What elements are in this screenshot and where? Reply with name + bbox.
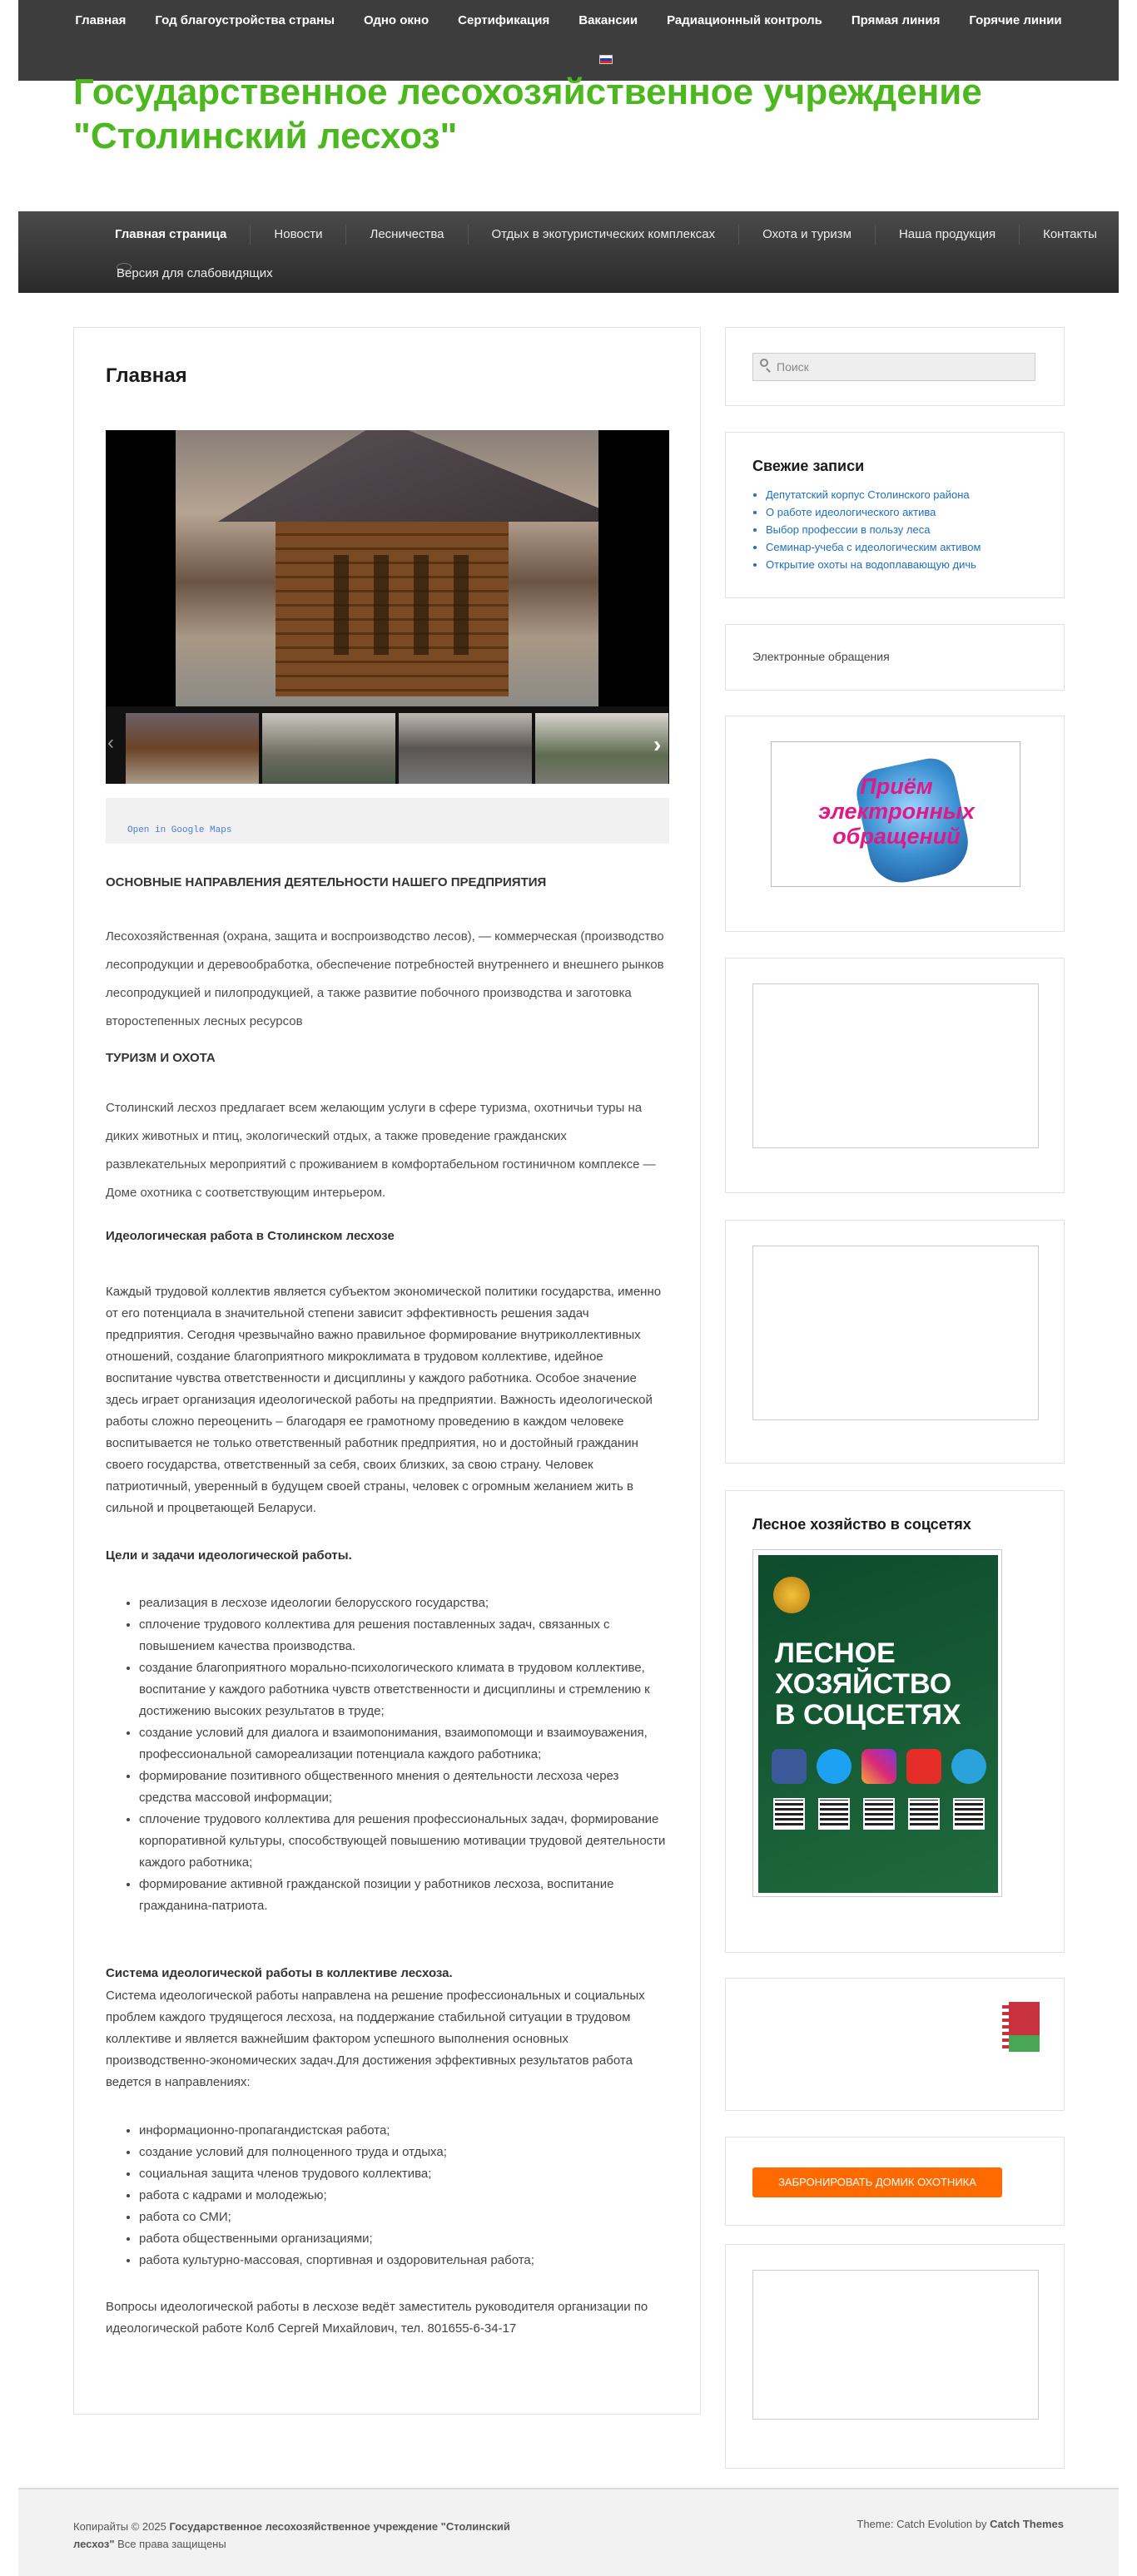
mainnav-item-news[interactable]: Новости [251,225,346,245]
section-heading: Цели и задачи идеологической работы. [106,1548,352,1563]
recent-post-link[interactable]: • О работе идеологического актива [766,503,981,521]
qr-code-icon [908,1798,940,1830]
search-input[interactable] [752,353,1035,381]
directions-list [106,2120,669,2271]
mainnav-item-contacts[interactable]: Контакты [1043,227,1097,241]
list-item: • формирование активной гражданской позиции у работников лесхоза, воспитание гражданина-патриота. [139,1874,669,1917]
list-item: • работа со СМИ; [139,2207,669,2228]
section-heading: Система идеологической работы в коллективе лесхоза. [106,1966,453,1980]
site-title[interactable]: Государственное лесохозяйственное учреждение "Столинский лесхоз" [73,72,982,156]
qr-code-icon [863,1798,895,1830]
instagram-icon[interactable] [861,1749,896,1784]
footer-theme: Theme: Catch Evolution by Catch Themes [856,2518,1064,2530]
embed-widget [725,2244,1065,2469]
section-heading: ТУРИЗМ И ОХОТА [106,1051,216,1065]
search-widget [725,327,1065,406]
slider-thumbnail[interactable] [262,713,395,784]
twitter-icon[interactable] [817,1749,852,1784]
mainnav-item-hunting[interactable]: Охота и туризм [739,225,876,245]
embedded-frame[interactable] [752,983,1039,1148]
electronic-appeals-link[interactable]: Электронные обращения [752,650,890,663]
accessibility-link[interactable]: Версия для слабовидящих [117,266,273,280]
mainnav-item-products[interactable]: Наша продукция [876,225,1020,245]
social-widget [725,1490,1065,1953]
list-item: • работа культурно-массовая, спортивная и оздоровительная работа; [139,2250,669,2271]
slider-thumbnail[interactable] [535,713,668,784]
mainnav-item-eco-rest[interactable]: Отдых в экотуристических комплексах [469,225,740,245]
photo-slider[interactable] [106,430,669,784]
slider-prev-icon[interactable]: ‹ [107,731,114,754]
topnav-item-radiation[interactable]: Радиационный контроль [667,13,822,27]
topnav-item-hotlines[interactable]: Горячие линии [969,13,1062,27]
section-text: Лесохозяйственная (охрана, защита и воспроизводство лесов), — коммерческая (производство лесопродукции и деревообработка, обеспечение потребностей внутреннего и внешнего рынков лесопродукцией и пилопродукцией, а также развитие побочного производства и заготовка второстепенных лесных ресурсов [106,929,664,1028]
list-item: • создание условий для полноценного труда и отдыха; [139,2142,669,2163]
forestry-emblem-icon [773,1577,810,1613]
top-nav [18,13,1119,27]
search-icon [760,359,768,367]
list-item: • создание условий для диалога и взаимопонимания, взаимопомощи и взаимоуважения, профессиональной самореализации потенциала каждого работника; [139,1722,669,1766]
recent-post-link[interactable]: • Депутатский корпус Столинского района [766,486,981,503]
closing-text: Вопросы идеологической работы в лесхозе ведёт заместитель руководителя организации по идеологической работе Колб Сергей Михайлович, тел. 801655-6-34-17 [106,2300,648,2336]
main-nav-bar [18,211,1119,293]
facebook-icon[interactable] [772,1749,807,1784]
search-placeholder: Поиск [777,360,809,374]
topnav-item-home[interactable]: Главная [75,13,127,27]
mainnav-item-forestries[interactable]: Лесничества [346,225,468,245]
russian-flag-icon[interactable] [599,55,613,64]
main-nav [97,225,1120,245]
email-banner-widget [725,716,1065,932]
map-embed [106,798,669,844]
footer [18,2488,1119,2576]
list-item: • работа с кадрами и молодежью; [139,2185,669,2207]
slider-thumbnail[interactable] [126,713,259,784]
belarus-flag-icon[interactable] [1002,2002,1040,2052]
book-hunter-house-button[interactable]: ЗАБРОНИРОВАТЬ ДОМИК ОХОТНИКА [752,2167,1002,2197]
recent-posts-list [752,486,981,573]
qr-code-icon [818,1798,850,1830]
section-heading: Идеологическая работа в Столинском лесхозе [106,1229,395,1243]
email-banner-text: Приём электронных обращений [818,774,975,849]
recent-posts-widget [725,432,1065,598]
recent-post-link[interactable]: • Открытие охоты на водоплавающую дичь [766,556,981,573]
catch-themes-link[interactable]: Catch Themes [990,2518,1064,2530]
footer-copyright: Копирайты © 2025 Государственное лесохозяйственное учреждение "Столинский лесхоз" Все права защищены [73,2520,510,2550]
embed-widget [725,958,1065,1193]
main-content [73,327,701,2415]
top-bar [18,0,1119,81]
list-item: • создание благоприятного морально-психологического климата в трудовом коллективе, воспитание у каждого работника чувств ответственности и дисциплины и стремлению к достижению высоких результатов в труде; [139,1657,669,1722]
list-item: • работа общественными организациями; [139,2228,669,2250]
slider-thumbnail[interactable] [399,713,532,784]
recent-posts-title: Свежие записи [752,458,865,474]
list-item: • реализация в лесхозе идеологии белорусского государства; [139,1593,669,1614]
slider-thumbnails [106,706,669,784]
qr-code-icon [953,1798,985,1830]
slide-image [176,430,598,706]
topnav-item-one-window[interactable]: Одно окно [364,13,429,27]
section-text: Система идеологической работы направлена на решение профессиональных и социальных проблем каждого трудящегося лесхоза, на поддержание стабильной ситуации в трудовом коллективе и является важнейшим фактором успешного выполнения основных производственно-экономических задач.Для достижения эффективных результатов работа ведется в направлениях: [106,1989,645,2089]
qr-code-icon [773,1798,805,1830]
electronic-appeals-banner[interactable] [771,741,1020,887]
list-item: • информационно-пропагандистская работа; [139,2120,669,2142]
topnav-item-vacancies[interactable]: Вакансии [578,13,638,27]
embedded-frame[interactable] [752,2270,1039,2420]
list-item: • социальная защита членов трудового коллектива; [139,2163,669,2185]
topnav-item-direct-line[interactable]: Прямая линия [851,13,941,27]
topnav-item-year[interactable]: Год благоустройства страны [155,13,335,27]
social-banner-text: ЛЕСНОЕ ХОЗЯЙСТВО В СОЦСЕТЯХ [775,1637,961,1731]
section-text: Каждый трудовой коллектив является субъектом экономической политики государства, именно от его потенциала в значительной степени зависит эффективность решения задач предприятия. Сегодня чрезвычайно важно правильное формирование внутриколлективных отношений, создание благоприятного микроклимата в трудовом коллективе, идейное воспитание чувства ответственности и дисциплины у каждого работника. Особое значение здесь играет организация идеологической работы на предприятии. Важность идеологической работы сложно переоценить – благодаря ее грамотному проведению в каждом человеке воспитывается не только ответственный работник предприятия, но и достойный гражданин своего государства, ответственный за себя, своих близких, за свою страну. Человек патриотичный, уверенный в будущем своей страны, человек с огромным желанием жить в сильной и процветающей Беларуси. [106,1285,662,1515]
recent-post-link[interactable]: • Выбор профессии в пользу леса [766,521,981,538]
slider-next-icon[interactable]: › [653,731,662,757]
embed-widget [725,1220,1065,1464]
list-item: • формирование позитивного общественного мнения о деятельности лесхоза через средства массовой информации; [139,1766,669,1809]
list-item: • сплочение трудового коллектива для решения профессиональных задач, формирование корпоративной культуры, способствующей повышению мотивации трудовой деятельности каждого работника; [139,1809,669,1874]
youtube-icon[interactable] [906,1749,941,1784]
page-title: Главная [106,364,187,387]
topnav-item-certification[interactable]: Сертификация [458,13,550,27]
goals-list [106,1593,669,1917]
booking-widget [725,2137,1065,2226]
appeals-widget [725,624,1065,691]
social-banner[interactable] [752,1549,1002,1897]
telegram-icon[interactable] [951,1749,986,1784]
recent-post-link[interactable]: • Семинар-учеба с идеологическим активом [766,538,981,556]
section-heading: ОСНОВНЫЕ НАПРАВЛЕНИЯ ДЕЯТЕЛЬНОСТИ НАШЕГО ПРЕДПРИЯТИЯ [106,875,547,889]
mainnav-item-home[interactable]: Главная страница [97,225,251,245]
section-text: Столинский лесхоз предлагает всем желающим услуги в сфере туризма, охотничьи туры на диких животных и птиц, экологический отдых, а также проведение гражданских развлекательных мероприятий с проживанием в комфортабельном гостиничном комплексе — Доме охотника с соответствующим интерьером. [106,1101,656,1200]
open-google-maps-link[interactable]: Open in Google Maps [127,825,232,835]
footer-org-link[interactable]: Государственное лесохозяйственное учреждение "Столинский лесхоз" [73,2520,510,2550]
social-title: Лесное хозяйство в соцсетях [752,1516,971,1533]
list-item: • сплочение трудового коллектива для решения поставленных задач, связанных с повышением качества производства. [139,1614,669,1657]
embedded-frame[interactable] [752,1246,1039,1420]
flag-widget [725,1978,1065,2111]
